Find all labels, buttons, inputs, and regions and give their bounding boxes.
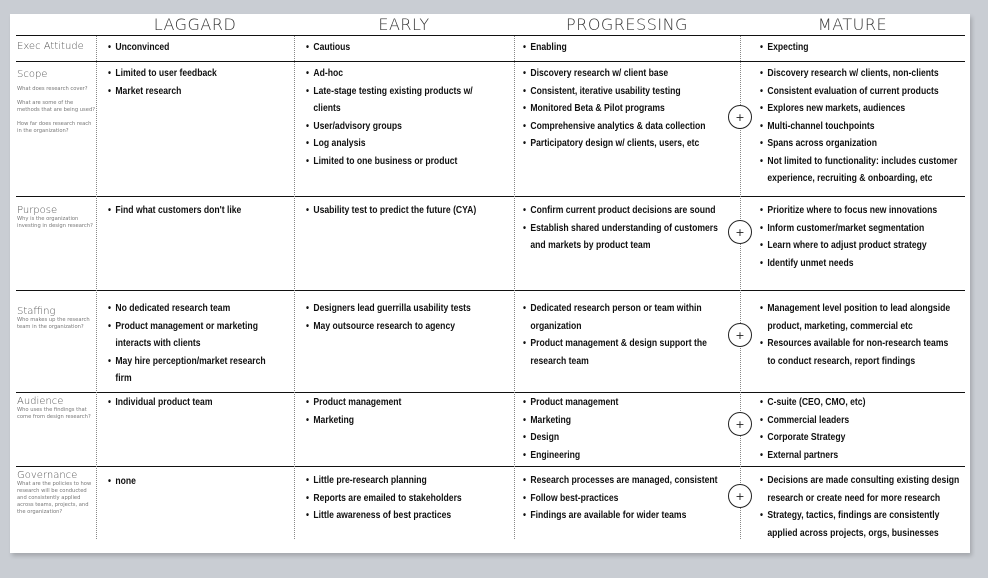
row-title: Audience	[17, 396, 64, 407]
cell-exec-progressing	[523, 39, 576, 57]
cell-exec-early	[306, 39, 360, 57]
bullet-item: • Ad-hoc	[306, 65, 473, 83]
cell-staffing-laggard	[108, 300, 300, 388]
cell-exec-laggard	[108, 39, 183, 57]
bullet-item: • Comprehensive analytics & data collection	[523, 118, 706, 136]
bullet-item: • Strategy, tactics, findings are consistently	[760, 507, 959, 525]
bullet-item-continuation: organization	[530, 319, 582, 332]
bullet-item: • Establish shared understanding of customers	[523, 220, 718, 238]
bullet-item-continuation: experience, recruiting & onboarding, etc	[767, 172, 933, 184]
bullet-item: • Expecting	[760, 39, 809, 57]
bullet-item-continuation: and markets by product team	[530, 239, 651, 251]
cell-staffing-mature	[760, 300, 988, 370]
bullet-item: • External partners	[760, 447, 865, 465]
bullet-item-continuation: to conduct research, report findings	[767, 354, 916, 367]
cell-scope-progressing	[523, 65, 746, 153]
plus-circle-icon: +	[728, 105, 752, 129]
column-header-progressing: PROGRESSING	[566, 15, 688, 34]
row-title: Scope	[17, 69, 48, 80]
column-divider	[96, 36, 97, 539]
cell-governance-mature	[760, 472, 988, 542]
row-divider	[16, 196, 965, 197]
bullet-item: • Participatory design w/ clients, users, etc	[523, 135, 706, 153]
row-title: Staffing	[17, 306, 56, 317]
row-label-governance	[17, 470, 95, 516]
bullet-item: • Little awareness of best practices	[306, 507, 462, 525]
bullet-item: • Resources available for non-research teams	[760, 335, 950, 353]
cell-purpose-mature	[760, 202, 976, 272]
bullet-item: • Product management	[306, 394, 401, 412]
row-divider	[16, 466, 965, 467]
cell-governance-progressing	[523, 472, 760, 525]
bullet-item: • Marketing	[306, 412, 401, 430]
column-header-mature: MATURE	[817, 15, 888, 34]
cell-audience-early	[306, 394, 422, 429]
bullet-item: • Reports are emailed to stakeholders	[306, 490, 462, 508]
cell-audience-laggard	[108, 394, 235, 412]
bullet-item-continuation: research or create need for more research	[767, 491, 941, 504]
bullet-item: • Commercial leaders	[760, 412, 865, 430]
cell-audience-mature	[760, 394, 889, 464]
bullet-item: • May hire perception/market research	[108, 353, 266, 371]
row-subtitle: What does research cover?	[17, 86, 88, 92]
bullet-item: • Prioritize where to focus new innovations	[760, 202, 937, 220]
bullet-item: • Consistent evaluation of current products	[760, 83, 957, 101]
cell-purpose-early	[306, 202, 514, 220]
row-label-audience	[17, 396, 95, 421]
bullet-item: • Marketing	[523, 412, 618, 430]
bullet-item: • Product management	[523, 394, 618, 412]
bullet-item: • Unconvinced	[108, 39, 169, 57]
bullet-item: • Monitored Beta & Pilot programs	[523, 100, 706, 118]
cell-exec-mature	[760, 39, 819, 57]
row-subtitle: Who uses the findings that come from design research?	[17, 407, 91, 420]
bullet-item: • Enabling	[523, 39, 567, 57]
bullet-item: • Cautious	[306, 39, 350, 57]
plus-circle-icon: +	[728, 412, 752, 436]
bullet-item: • C-suite (CEO, CMO, etc)	[760, 394, 865, 412]
row-title: Exec Attitude	[17, 41, 84, 52]
bullet-item: • May outsource research to agency	[306, 318, 471, 336]
row-subtitle: What are the policies to how research will be conducted and consistently applied across teams, projects, and the organization?	[17, 481, 92, 515]
bullet-item: • Limited to one business or product	[306, 153, 473, 171]
cell-purpose-laggard	[108, 202, 271, 220]
bullet-item-continuation: product, marketing, commercial etc	[767, 319, 913, 332]
plus-circle-icon: +	[728, 323, 752, 347]
bullet-item-continuation: firm	[115, 372, 132, 384]
bullet-item: • Follow best-practices	[523, 490, 718, 508]
bullet-item: • Learn where to adjust product strategy	[760, 237, 937, 255]
bullet-item: • Discovery research w/ clients, non-clients	[760, 65, 957, 83]
bullet-item: • Limited to user feedback	[108, 65, 217, 83]
bullet-item: • Product management or marketing	[108, 318, 266, 336]
row-subtitle: Who makes up the research team in the organization?	[17, 317, 90, 330]
cell-governance-laggard	[108, 473, 142, 491]
maturity-matrix-slide	[10, 14, 970, 553]
cell-purpose-progressing	[523, 202, 761, 255]
bullet-item: • Discovery research w/ client base	[523, 65, 706, 83]
bullet-item: • Inform customer/market segmentation	[760, 220, 937, 238]
row-subtitle: Why is the organization investing in design research?	[17, 216, 93, 229]
cell-scope-early	[306, 65, 509, 170]
bullet-item: • Identify unmet needs	[760, 255, 937, 273]
bullet-item-continuation: interacts with clients	[115, 337, 201, 349]
bullet-item: • Dedicated research person or team within	[523, 300, 707, 318]
row-label-staffing	[17, 306, 95, 331]
bullet-item: • Market research	[108, 83, 217, 101]
cell-scope-laggard	[108, 65, 241, 100]
cell-audience-progressing	[523, 394, 639, 464]
bullet-item: • Explores new markets, audiences	[760, 100, 957, 118]
bullet-item: • User/advisory groups	[306, 118, 473, 136]
row-label-scope	[17, 69, 95, 135]
bullet-item: • Decisions are made consulting existing design	[760, 472, 959, 490]
bullet-item-continuation: applied across projects, orgs, businesses	[767, 526, 939, 539]
row-divider	[16, 290, 965, 291]
bullet-item: • Spans across organization	[760, 135, 957, 153]
row-divider	[16, 392, 965, 393]
bullet-item: • Consistent, iterative usability testing	[523, 83, 706, 101]
bullet-item: • Designers lead guerrilla usability tests	[306, 300, 471, 318]
column-divider	[514, 36, 515, 539]
bullet-item: • Little pre-research planning	[306, 472, 462, 490]
row-subtitle: How far does research reach in the organization?	[17, 121, 92, 134]
row-title: Purpose	[17, 205, 58, 216]
row-divider	[16, 61, 965, 62]
bullet-item: • Corporate Strategy	[760, 429, 865, 447]
bullet-item: • Usability test to predict the future (CYA)	[306, 202, 476, 220]
plus-circle-icon: +	[728, 484, 752, 508]
bullet-item: • Log analysis	[306, 135, 473, 153]
bullet-item: • Design	[523, 429, 618, 447]
column-header-early: EARLY	[378, 15, 430, 34]
bullet-item-continuation: clients	[313, 102, 341, 114]
plus-circle-icon: +	[728, 220, 752, 244]
row-label-purpose	[17, 205, 95, 230]
bullet-item: • Findings are available for wider teams	[523, 507, 718, 525]
row-label-exec-attitude	[17, 41, 95, 52]
bullet-item: • Product management & design support the	[523, 335, 707, 353]
bullet-item: • Research processes are managed, consistent	[523, 472, 718, 490]
bullet-item: • Find what customers don't like	[108, 202, 241, 220]
row-divider	[16, 35, 965, 36]
cell-staffing-progressing	[523, 300, 747, 370]
column-divider	[294, 36, 295, 539]
cell-staffing-early	[306, 300, 507, 335]
bullet-item: • Engineering	[523, 447, 618, 465]
cell-governance-early	[306, 472, 496, 525]
bullet-item: • Not limited to functionality: includes customer	[760, 153, 957, 171]
bullet-item: • none	[108, 473, 136, 491]
bullet-item: • Management level position to lead alongside	[760, 300, 950, 318]
row-subtitle: What are some of the methods that are being used?	[17, 100, 95, 113]
bullet-item: • Late-stage testing existing products w/	[306, 83, 473, 101]
row-title: Governance	[17, 470, 78, 481]
bullet-item: • Individual product team	[108, 394, 212, 412]
column-header-laggard: LAGGARD	[153, 15, 237, 34]
bullet-item: • No dedicated research team	[108, 300, 266, 318]
bullet-item-continuation: research team	[530, 354, 589, 367]
bullet-item: • Confirm current product decisions are sound	[523, 202, 718, 220]
cell-scope-mature	[760, 65, 988, 188]
bullet-item: • Multi-channel touchpoints	[760, 118, 957, 136]
